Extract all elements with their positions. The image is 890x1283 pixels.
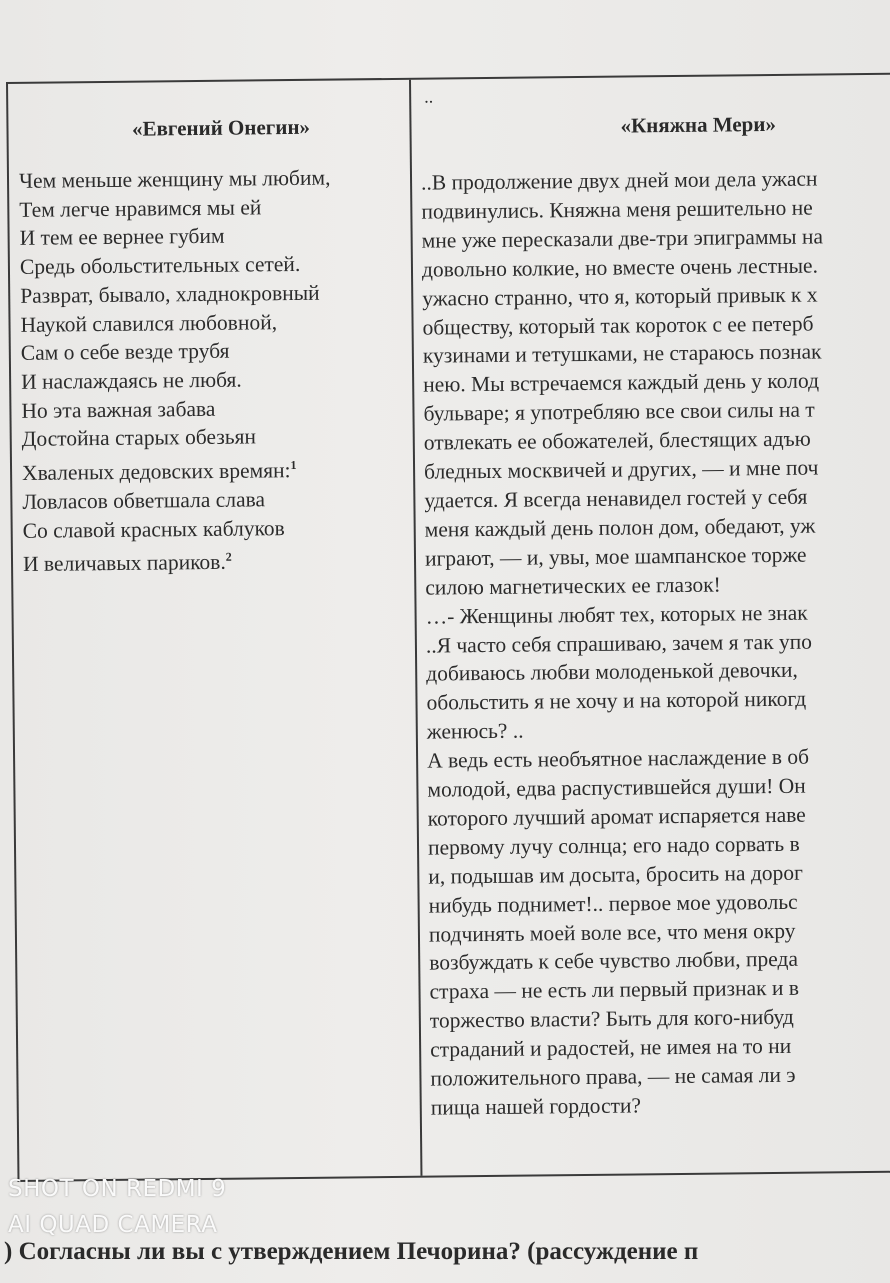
prose-line: бледных москвичей и других, — и мне поч <box>423 455 819 484</box>
prose-line: обольстить я не хочу и на которой никогд <box>426 686 807 715</box>
poem-line-text: Но эта важная забава <box>21 396 216 423</box>
prose-line: ужасно странно, что я, который привык к х <box>422 282 818 311</box>
poem-line <box>23 512 408 545</box>
footnote-marker: 2 <box>225 549 232 565</box>
poem-line <box>20 306 405 339</box>
poem-line-text: Ловласов обветшала слава <box>22 487 266 514</box>
poem-line-text: Чем меньше женщину мы любим, <box>18 165 331 193</box>
prose-line: меня каждый день полон дом, обедают, уж <box>424 513 816 542</box>
prose-line: положительного права, — не самая ли э <box>430 1062 796 1091</box>
onegin-column <box>18 114 408 579</box>
prose-line: мне уже пересказали две-три эпиграммы на <box>421 224 824 253</box>
prose-line: нибудь поднимет!.. первое мое удовольс <box>428 889 798 918</box>
prose-line: ..Я часто себя спрашиваю, зачем я так упо <box>425 629 813 658</box>
leading-dots: .. <box>424 86 434 107</box>
prose-line: отвлекать ее обожателей, блестящих адъю <box>423 426 811 455</box>
prose-line: удается. Я всегда ненавидел гостей у себя <box>424 484 808 513</box>
prose-line: молодой, едва распустившейся души! Он <box>427 773 806 802</box>
camera-watermark-line2: AI QUAD CAMERA <box>8 1212 218 1238</box>
onegin-title: «Евгений Онегин» <box>131 114 311 141</box>
poem-line <box>20 278 405 311</box>
poem-line <box>21 364 406 397</box>
prose-line: ..В продолжение двух дней мои дела ужасн <box>420 166 818 195</box>
prose-line: добиваюсь любви молоденькой девочки, <box>426 658 798 687</box>
poem-line <box>22 421 407 454</box>
prose-line: обществу, который так короток с ее петерб <box>422 311 814 340</box>
prose-line: первому лучу солнца; его надо сорвать в <box>427 831 800 860</box>
prose-line: нею. Мы встречаемся каждый день у колод <box>423 368 820 397</box>
prose-line: подчинять моей воле все, что меня окру <box>428 918 796 947</box>
poem-line <box>23 541 408 579</box>
prose-line: страданий и радостей, не имея на то ни <box>430 1034 792 1062</box>
prose-line: довольно колкие, но вместе очень лестные. <box>421 253 819 282</box>
camera-watermark-line1: SHOT ON REDMI 9 <box>8 1176 227 1202</box>
poem-line-text: И величавых париков. <box>22 550 226 577</box>
prose-line: играют, — и, увы, мое шампанское торже <box>424 542 807 571</box>
poem-line-text: Разврат, бывало, хладнокровный <box>20 280 320 308</box>
poem-line <box>22 484 407 517</box>
mary-title: «Княжна Мери» <box>620 111 777 138</box>
prose-line: торжество власти? Быть для кого-нибуд <box>429 1005 794 1033</box>
prose-line: силою магнетических ее глазок! <box>425 572 721 600</box>
poem-line <box>19 163 404 196</box>
poem-line-text: Тем легче нравимся мы ей <box>19 195 262 222</box>
poem-line-text: Достойна старых обезьян <box>21 424 257 452</box>
footnote-marker: 1 <box>290 458 297 473</box>
prose-line: пища нашей гордости? <box>430 1093 642 1120</box>
column-divider <box>409 80 422 1176</box>
onegin-poem <box>19 163 408 579</box>
poem-line-text: Средь обольстительных сетей. <box>19 252 301 279</box>
assignment-question: ) Согласны ли вы с утверждением Печорина? (рассуждение п <box>4 1238 699 1265</box>
poem-line <box>22 450 407 488</box>
poem-line-text: Сам о себе везде трубя <box>20 338 230 366</box>
poem-line-text: Наукой славился любовной, <box>20 309 278 337</box>
mary-excerpt <box>421 163 890 1122</box>
prose-line: женюсь? .. <box>426 718 524 744</box>
prose-line: и, подышав им досыта, бросить на дорог <box>428 860 804 889</box>
poem-line <box>19 220 404 253</box>
prose-line: возбуждать к себе чувство любви, преда <box>429 947 799 976</box>
poem-line-text: И тем ее вернее губим <box>19 224 225 251</box>
poem-line <box>19 192 404 225</box>
prose-line: которого лучший аромат испаряется наве <box>427 802 806 831</box>
prose-line: кузинами и тетушками, не стараюсь познак <box>422 339 822 369</box>
poem-line-text: Хваленых дедовских времян: <box>21 458 291 486</box>
prose-line: бульваре; я употребляю все свои силы на т <box>423 397 815 426</box>
poem-line <box>20 249 405 282</box>
poem-line-text: И наслаждаясь не любя. <box>21 367 242 394</box>
prose-line: подвинулись. Княжна меня решительно не <box>421 195 813 224</box>
prose-line: А ведь есть необъятное наслаждение в об <box>427 744 810 773</box>
prose-line: страха — не есть ли первый признак и в <box>429 976 800 1004</box>
prose-line: …- Женщины любят тех, которых не знак <box>425 600 808 629</box>
mary-column <box>420 82 890 1122</box>
poem-line <box>21 335 406 368</box>
comparison-table <box>6 73 890 1182</box>
poem-line-text: Со славой красных каблуков <box>22 515 285 543</box>
poem-line <box>21 392 406 425</box>
